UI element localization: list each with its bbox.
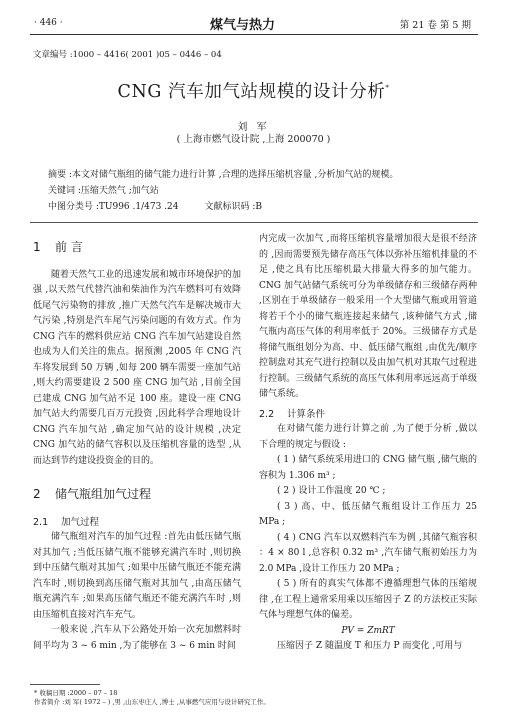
received-date: * 收稿日期 :2000 – 07 – 18	[34, 689, 118, 697]
refuel-time-paragraph: 一般来说 ,汽车从下公路处开始一次充加燃料时间平均为 3 ~ 6 min ,为了能够在 3 ~ 6 min 时间	[33, 625, 241, 651]
clc-number: 中图分类号 :TU996 .1/473 .24	[48, 202, 179, 212]
title-footnote-mark: *	[385, 84, 390, 93]
issue-info: 第 21 卷 第 5 期	[399, 20, 471, 31]
left-column	[33, 232, 241, 654]
section-2-1-heading	[33, 515, 241, 531]
section-2-1-number: 2.1	[33, 516, 49, 528]
assumption-2: ( 2 ) 设计工作温度 20 ℃ ;	[277, 486, 386, 496]
footnote-rule	[30, 684, 100, 685]
assumption-4: ( 4 ) CNG 汽车以双燃料汽车为例 ,其储气瓶容积 ：4 × 80 l ,总容积 0.32 m³ ,汽车储气瓶初始压力为 2.0 MPa ,设计工作压力 20 MPa ;	[259, 532, 477, 574]
keywords: 关键词 :压缩天然气 ;加气站	[48, 186, 159, 196]
section-1-heading	[33, 240, 241, 256]
journal-name: 煤气与热力	[210, 18, 276, 33]
gas-equation: PV = ZmRT	[341, 625, 395, 636]
author: 刘 军	[237, 122, 270, 133]
classification	[48, 199, 478, 212]
section-2-title: 储气瓶组加气过程	[55, 487, 152, 501]
assumption-3: ( 3 ) 高、中、低压储气瓶组设计工作压力 25 MPa ;	[259, 501, 477, 527]
compressibility-paragraph: 压缩因子 Z 随温度 T 和压力 P 而变化 ,可用与	[277, 641, 463, 651]
page-number: · 446 ·	[34, 18, 63, 28]
affiliation: ( 上海市燃气设计院 ,上海 200070 )	[176, 134, 331, 145]
section-2-number: 2	[33, 487, 41, 501]
paper-title	[0, 78, 507, 103]
right-column	[259, 232, 477, 655]
section-1-title: 前 言	[55, 240, 83, 254]
section-2-2-number: 2.2	[259, 408, 275, 420]
abstract-rule	[30, 222, 478, 223]
section-2-2-heading	[259, 407, 477, 423]
section-2-2-title: 计算条件	[287, 408, 326, 420]
assumptions-intro: 在对储气能力进行计算之前 ,为了便于分析 ,做以下合理的规定与假设 :	[259, 424, 477, 450]
section-1-number: 1	[33, 240, 41, 254]
section-2-1-title: 加气过程	[61, 516, 100, 528]
author-bio: 作者简介 :刘 军( 1972 – ) ,男 ,山东枣庄人 ,博士 ,从事燃气应用与设计研究工作。	[34, 698, 270, 706]
paper-title-text: CNG 汽车加气站规模的设计分析	[117, 82, 386, 102]
section-2-heading	[33, 487, 241, 503]
abstract: 摘要 :本文对储气瓶组的储气能力进行计算 ,合理的选择压缩机容量 ,分析加气站的规模。	[48, 170, 399, 180]
intro-paragraph: 随着天然气工业的迅速发展和城市环境保护的加强 ,以天然气代替汽油和柴油作为汽车燃料可有效降低尾气污染物的排放 ,推广天然气汽车是解决城市大气污染 ,特别是汽车尾气污染问题的有效方式。作为 CNG 汽车的燃料供应站 CNG 汽车加气站建设自然也成为人们关注的焦点。据预测 ,2005 年 CNG 汽车将发展到 50 万辆 ,如每 200 辆车需要一座加气站 ,则大约需要建设 2 500 座 CNG 加气站 ,目前全国已建成 CNG 加气站不足 100 座。建设一座 CNG 加气站大约需要几百万元投资 ,因此科学合理地设计 CNG 汽车加气站 ,确定加气站的设计规模 ,决定 CNG 加气站的储气容积以及压缩机容量的选型 ,从而达到节约建设投资金的目的。	[33, 269, 241, 466]
article-number: 文章编号 :1000 – 4416( 2001 )05 – 0446 – 04	[33, 50, 222, 60]
assumption-5: ( 5 ) 所有的真实气体都不遵循理想气体的压缩规律 ,在工程上通常采用乘以压缩因子 Z 的方法校正实际气体与理想气体的偏差。	[259, 579, 477, 620]
assumption-1: ( 1 ) 储气系统采用进口的 CNG 储气瓶 ,储气瓶的容积为 1.306 m³ ;	[259, 455, 477, 481]
refuel-process-paragraph: 储气瓶组对汽车的加气过程 :首先由低压储气瓶对其加气 ;当低压储气瓶不能够充满汽车时 ,则切换到中压储气瓶对其加气 ;如果中压储气瓶还不能充满汽车时 ,则切换到高压储气瓶对其加气 ,由高压储气瓶充满汽车 ;如果高压储气瓶还不能充满汽车时 ,则由压缩机直接对汽车充气。	[33, 532, 241, 620]
document-code: 文献标识码 :B	[204, 202, 263, 212]
storage-system-paragraph: 内完成一次加气 ,而将压缩机容量增加很大是很不经济的 ,因而需要预先储存高压气体以弥补压缩机排量的不足 ,使之具有比压缩机最大排量大得多的加气能力。CNG 加气站储气系统可分为单级储存和三级储存两种 ,区别在于单级储存一般采用一个大型储气瓶或用管道将若干个小的储气瓶连接起来储气 ,该种储气方式 ,储气瓶内高压气体的利用率低于 20%。三级储存方式是将储气瓶组划分为高、中、低压储气瓶组 ,由优先/顺序控制盘对其充气进行控制以及由加气机对其取气过程进行控制。三级储气系统的高压气体利用率远远高于单级储气系统。	[259, 234, 477, 399]
header-rule	[30, 34, 478, 35]
